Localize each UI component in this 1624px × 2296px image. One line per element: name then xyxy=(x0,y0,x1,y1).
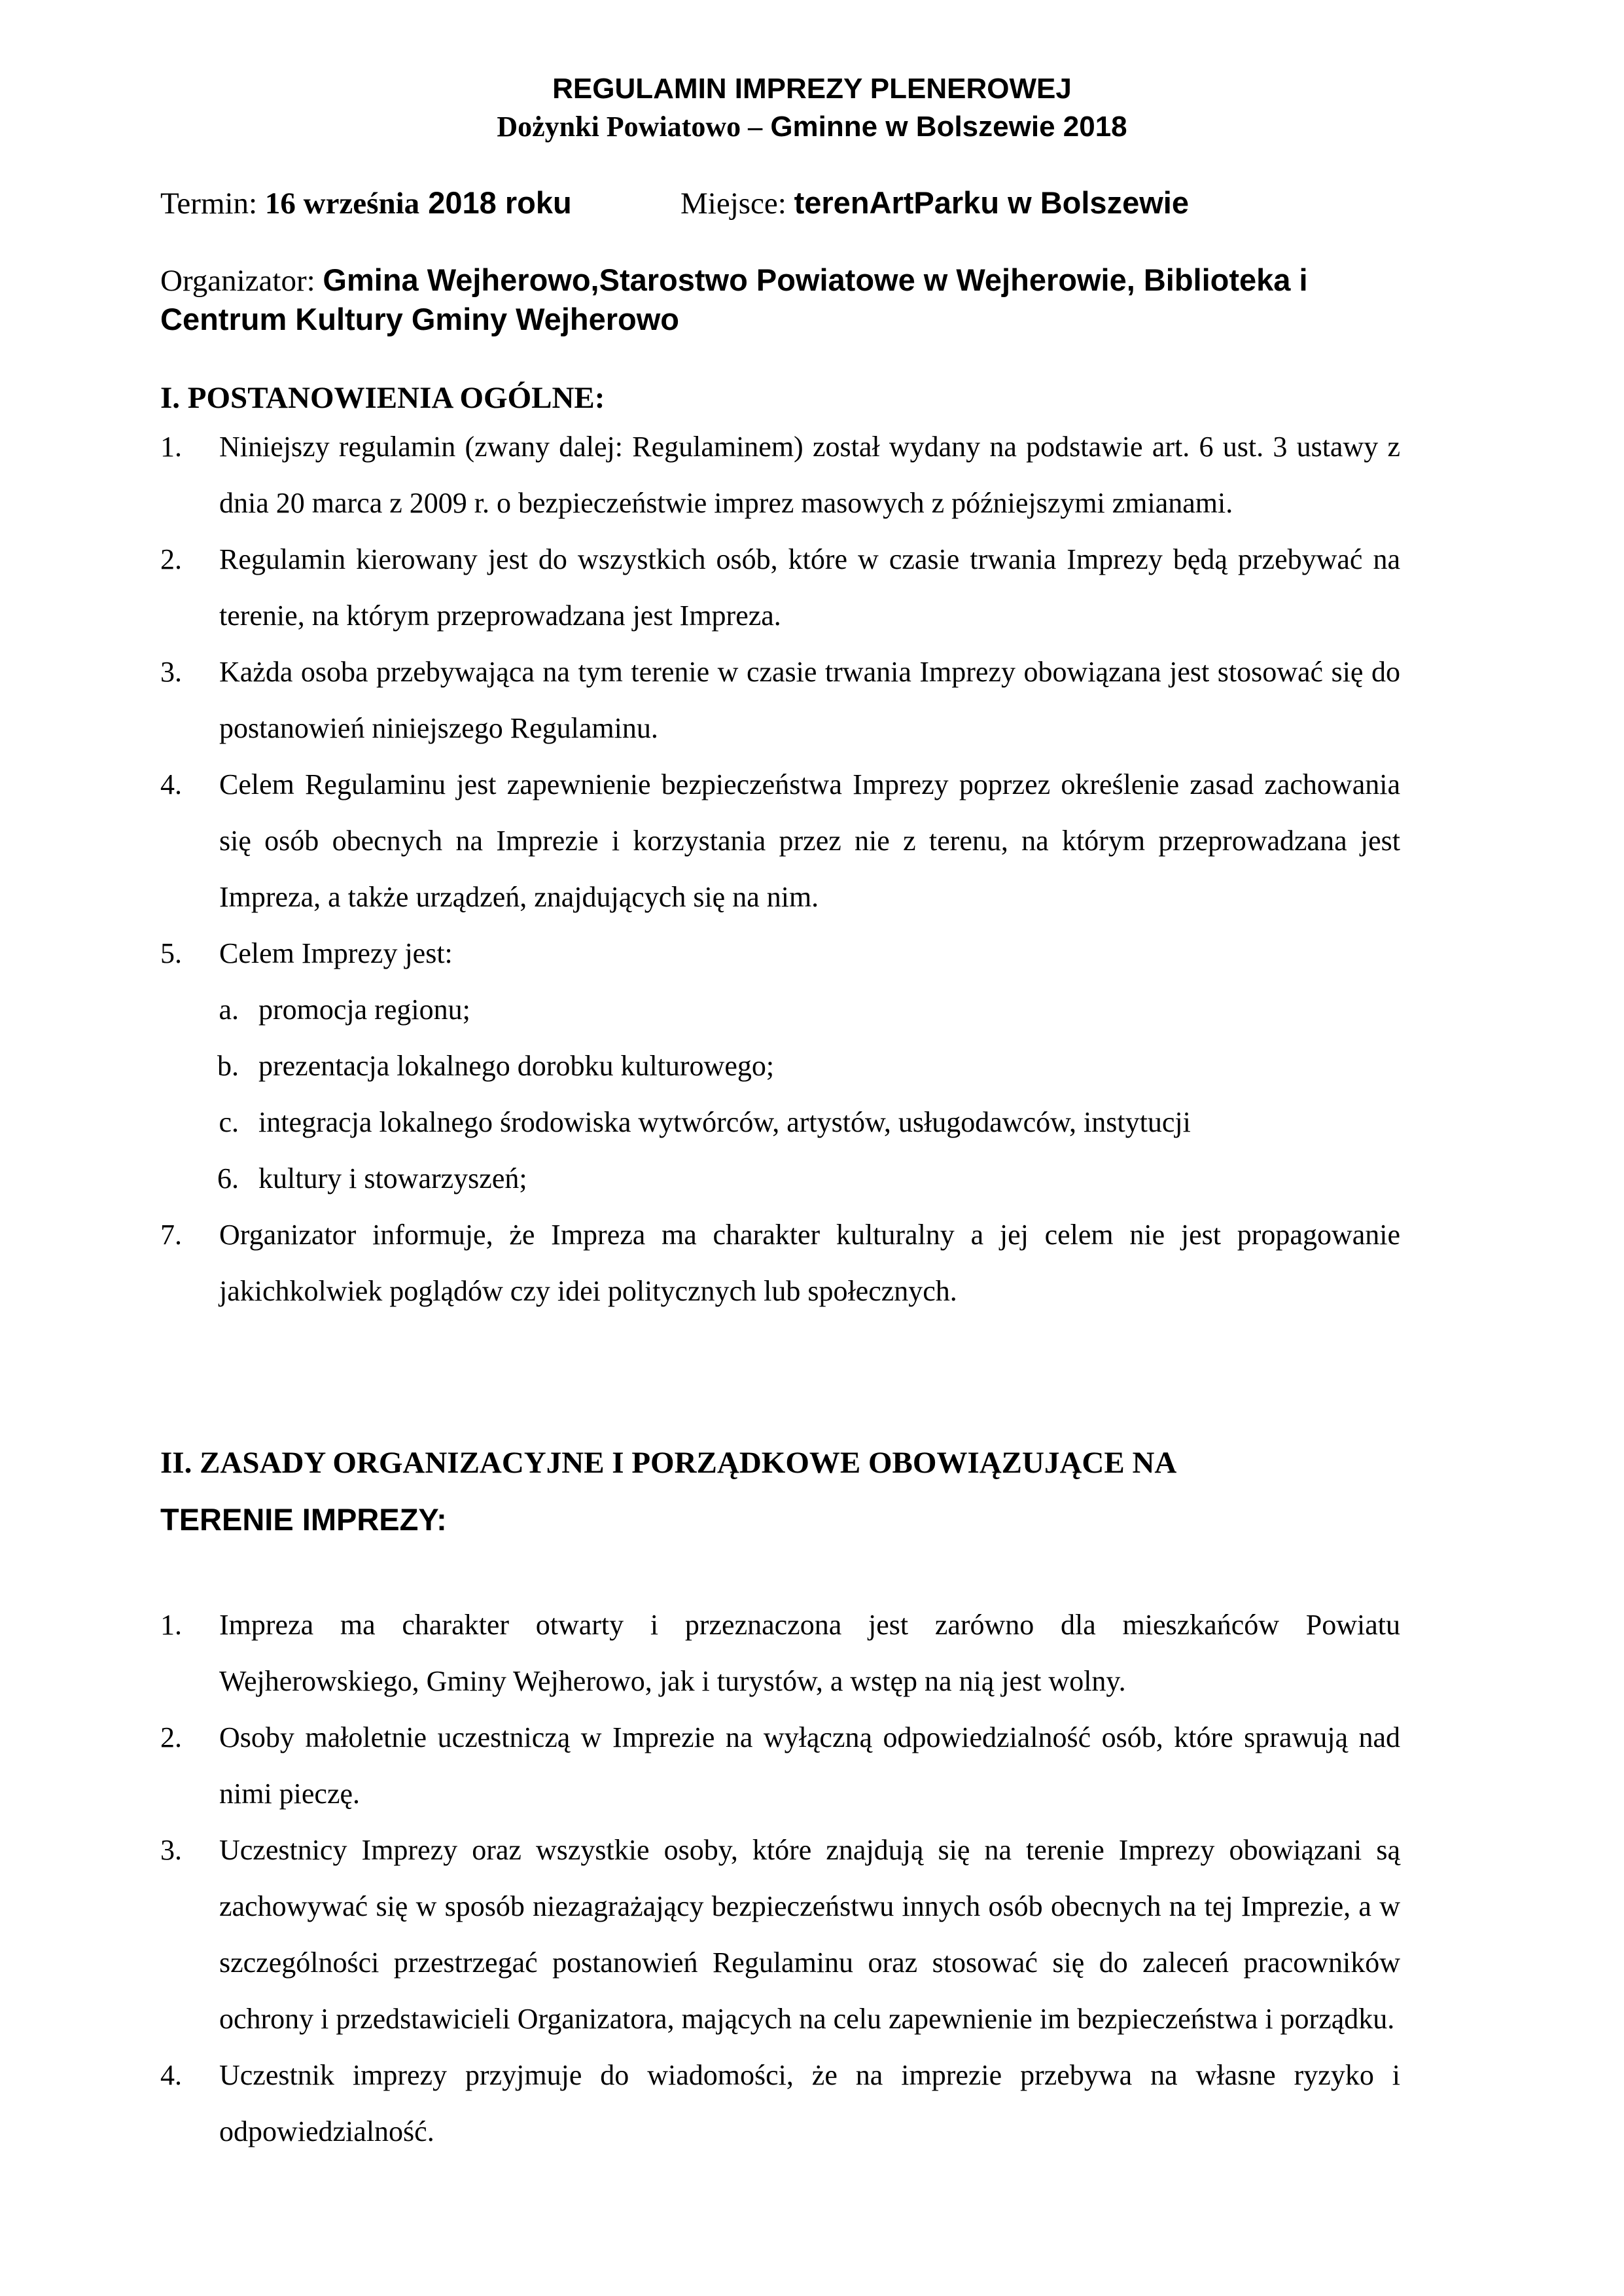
document-title: REGULAMIN IMPREZY PLENEROWEJ xyxy=(552,73,1072,105)
list-item: 2. Regulamin kierowany jest do wszystkich osób, które w czasie trwania Imprezy będą przebywać na terenie, na którym przeprowadzana jest Impreza. xyxy=(160,543,1400,632)
list-item: 2. Osoby małoletnie uczestniczą w Imprezie na wyłączną odpowiedzialność osób, które sprawują nad nimi pieczę. xyxy=(160,1721,1400,1810)
section-2-heading: II. ZASADY ORGANIZACYJNE I PORZĄDKOWE OBOWIĄZUJĄCE NA xyxy=(160,1446,1177,1480)
list-item: 3. Każda osoba przebywająca na tym terenie w czasie trwania Imprezy obowiązana jest stosować się do postanowień niniejszego Regulaminu. xyxy=(160,656,1400,744)
list-item: 3. Uczestnicy Imprezy oraz wszystkie osoby, które znajdują się na terenie Imprezy obowiązani są zachowywać się w sposób niezagrażający bezpieczeństwu innych osób obecnych na tej Imprezie, a w szczególności przestrzegać postanowień Regulaminu oraz stosować się do zaleceń pracowników ochrony i przedstawicieli Organizatora, mających na celu zapewnienie im bezpieczeństwa i porządku. xyxy=(160,1834,1400,2035)
document-subtitle xyxy=(0,109,1624,145)
subtitle-rest: Gminne w Bolszewie 2018 xyxy=(762,111,1127,143)
list-item: 5. Celem Imprezy jest: xyxy=(160,937,453,969)
event-date xyxy=(160,183,572,223)
date-year: 2018 roku xyxy=(419,185,572,220)
section-2-list xyxy=(160,1597,1400,2160)
place-value-b: w Bolszewie xyxy=(999,185,1189,220)
sub-list-item: b. prezentacja lokalnego dorobku kulturowego; xyxy=(217,1050,775,1082)
sub-list-item: 6. kultury i stowarzyszeń; xyxy=(217,1162,527,1194)
subtitle-prefix: Dożynki Powiatowo – xyxy=(497,111,763,143)
list-item: 7. Organizator informuje, że Impreza ma charakter kulturalny a jej celem nie jest propagowanie jakichkolwiek poglądów czy idei politycznych lub społecznych. xyxy=(160,1219,1400,1307)
sub-list-item: a. promocja regionu; xyxy=(219,994,470,1026)
section-2-heading-cont: TERENIE IMPREZY: xyxy=(160,1502,447,1537)
list-item: 1. Impreza ma charakter otwarty i przeznaczona jest zarówno dla mieszkańców Powiatu Wejherowskiego, Gminy Wejherowo, jak i turystów, a wstęp na nią jest wolny. xyxy=(160,1609,1400,1697)
organizer-label: Organizator: xyxy=(160,264,323,298)
organizer-value-2: Centrum Kultury Gminy Wejherowo xyxy=(160,302,679,336)
organizer-line xyxy=(160,260,1469,300)
date-value: 16 września xyxy=(264,187,420,221)
list-item: 1. Niniejszy regulamin (zwany dalej: Regulaminem) został wydany na podstawie art. 6 ust. 3 ustawy z dnia 20 marca z 2009 r. o bezpieczeństwie imprez masowych z późniejszymi zmianami. xyxy=(160,431,1400,519)
event-place xyxy=(680,183,1189,223)
section-1-list xyxy=(160,419,1400,1319)
sub-list-item: c. integracja lokalnego środowiska wytwórców, artystów, usługodawców, instytucji xyxy=(219,1106,1191,1138)
place-label: Miejsce: xyxy=(680,187,794,221)
list-item: 4. Celem Regulaminu jest zapewnienie bezpieczeństwa Imprezy poprzez określenie zasad zachowania się osób obecnych na Imprezie i korzystania przez nie z terenu, na którym przeprowadzana jest Impreza, a także urządzeń, znajdujących się na nim. xyxy=(160,768,1400,913)
organizer-value-1: Gmina Wejherowo,Starostwo Powiatowe w Wejherowie, Biblioteka i xyxy=(323,262,1308,297)
section-1-heading: I. POSTANOWIENIA OGÓLNE: xyxy=(160,381,605,415)
date-label: Termin: xyxy=(160,187,265,221)
place-value-a: terenArtParku xyxy=(794,185,1000,220)
list-item: 4. Uczestnik imprezy przyjmuje do wiadomości, że na imprezie przebywa na własne ryzyko i odpowiedzialność. xyxy=(160,2059,1400,2147)
